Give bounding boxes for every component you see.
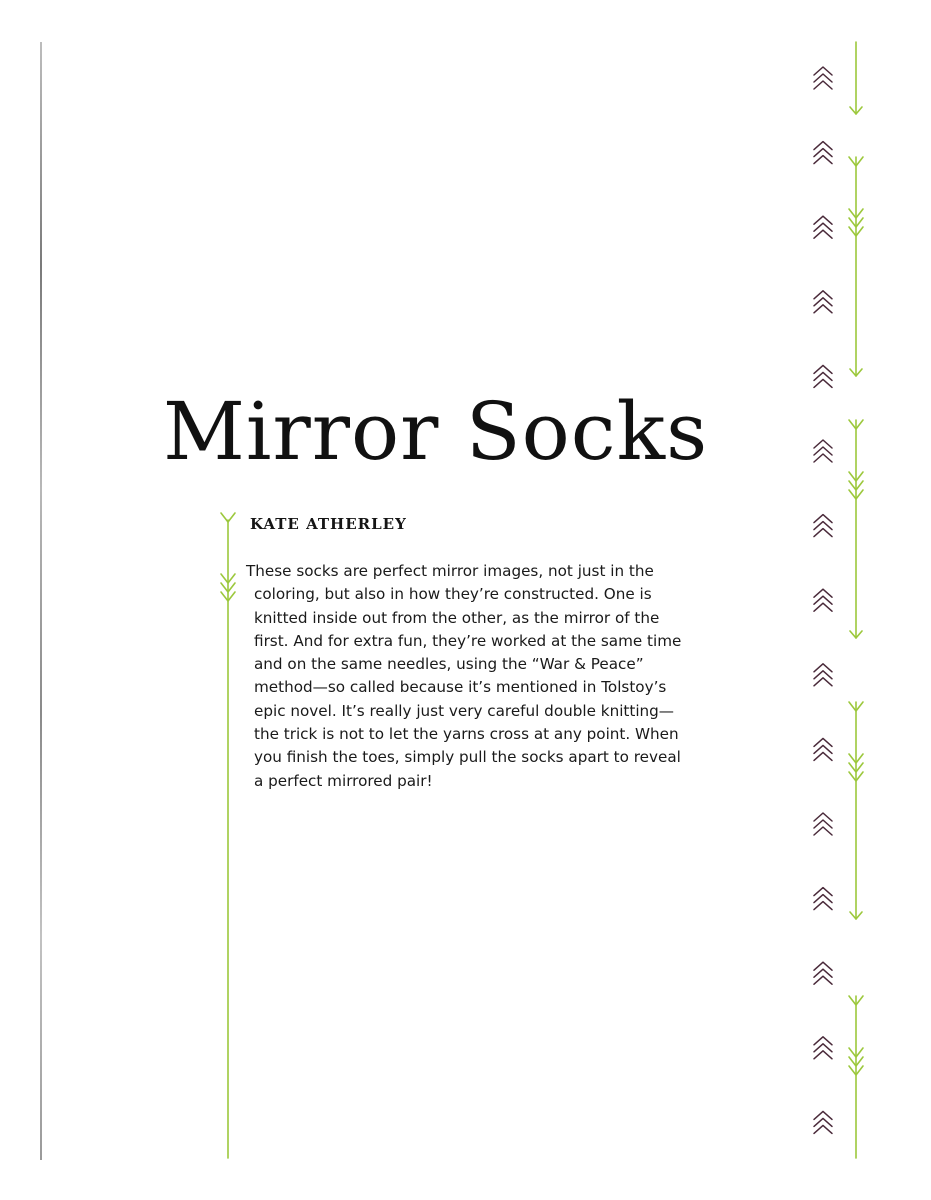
chevron-icon bbox=[814, 603, 832, 611]
chevron-icon bbox=[814, 454, 832, 462]
chevron-icon bbox=[814, 827, 832, 835]
intro-line: These socks are perfect mirror images, not just in the bbox=[246, 562, 654, 580]
intro-line: first. And for extra fun, they’re worked at the same time bbox=[254, 631, 682, 650]
chevron-icon bbox=[814, 678, 832, 686]
intro-line: knitted inside out from the other, as the mirror of the bbox=[254, 608, 660, 627]
chevron-icon bbox=[814, 1051, 832, 1059]
chevron-icon bbox=[814, 902, 832, 910]
chevron-icon bbox=[814, 81, 832, 89]
intro-line: you finish the toes, simply pull the socks apart to reveal bbox=[254, 748, 681, 767]
arrow-column bbox=[849, 42, 863, 1158]
intro-line: coloring, but also in how they’re constructed. One is bbox=[254, 585, 652, 604]
chevron-column bbox=[814, 67, 832, 1133]
chevron-icon bbox=[814, 752, 832, 760]
chevron-icon bbox=[814, 976, 832, 984]
chevron-icon bbox=[814, 230, 832, 238]
page-title: Mirror Socks bbox=[163, 385, 709, 478]
chevron-icon bbox=[814, 305, 832, 313]
intro-line: epic novel. It’s really just very careful double knitting— bbox=[254, 701, 674, 720]
author-name: KATE ATHERLEY bbox=[250, 515, 407, 533]
chevron-icon bbox=[814, 156, 832, 164]
intro-line: the trick is not to let the yarns cross at any point. When bbox=[254, 725, 679, 744]
intro-line: and on the same needles, using the “War & Peace” bbox=[254, 655, 644, 674]
intro-line: method—so called because it’s mentioned in Tolstoy’s bbox=[254, 678, 667, 697]
chevron-icon bbox=[814, 529, 832, 537]
body-arrow-icon bbox=[221, 513, 235, 1158]
chevron-icon bbox=[814, 1125, 832, 1133]
intro-paragraph bbox=[246, 560, 716, 793]
intro-line: a perfect mirrored pair! bbox=[254, 771, 433, 790]
chevron-icon bbox=[814, 379, 832, 387]
